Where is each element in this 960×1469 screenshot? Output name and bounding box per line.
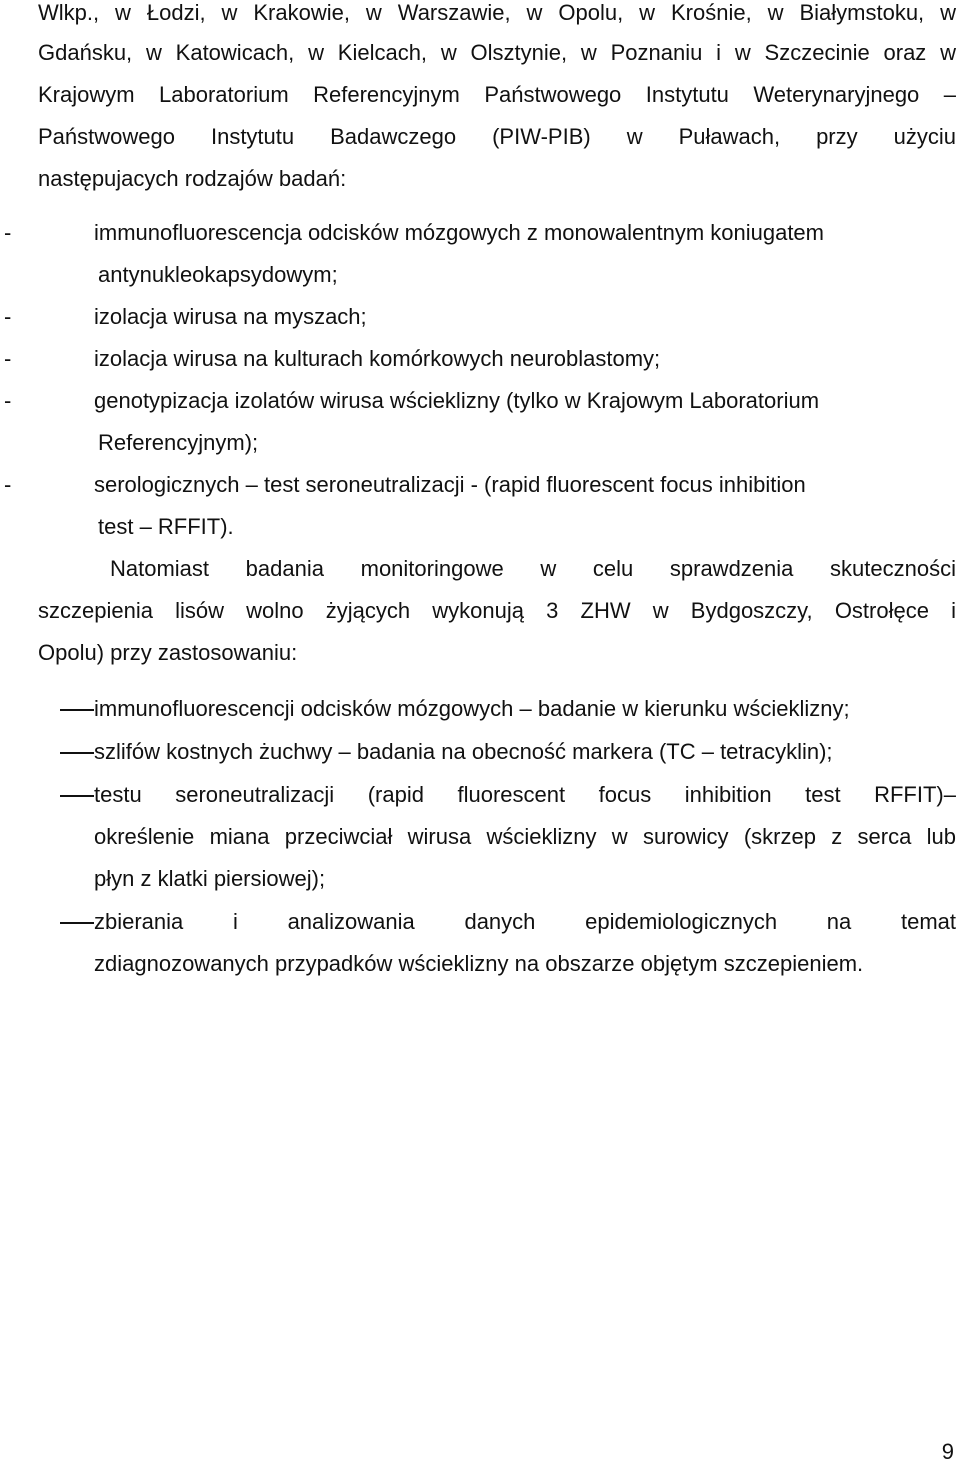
- list-item-line: genotypizacja izolatów wirusa wścieklizny (tylko w Krajowym Laboratorium: [94, 388, 820, 413]
- list-marker: -: [4, 388, 12, 413]
- paragraph-line: szczepienia lisów wolno żyjących wykonują 3 ZHW w Bydgoszczy, Ostrołęce i: [38, 598, 956, 623]
- dash-marker: [60, 752, 94, 754]
- intro-line: Państwowego Instytutu Badawczego (PIW-PIB) w Puławach, przy użyciu: [38, 124, 956, 149]
- list-item-line: szlifów kostnych żuchwy – badania na obecność markera (TC – tetracyklin);: [94, 739, 833, 764]
- list-item-line: określenie miana przeciwciał wirusa wścieklizny w surowicy (skrzep z serca lub: [94, 824, 956, 849]
- list-item-line: Referencyjnym);: [98, 430, 259, 455]
- list-marker: -: [4, 346, 12, 371]
- dash-marker: [60, 795, 94, 797]
- list-item-line: zdiagnozowanych przypadków wścieklizny na obszarze objętym szczepieniem.: [94, 951, 864, 976]
- page-number: 9: [941, 1439, 954, 1464]
- dash-marker: [60, 922, 94, 924]
- list-marker: -: [4, 304, 12, 329]
- paragraph-line: Natomiast badania monitoringowe w celu sprawdzenia skuteczności: [110, 556, 956, 581]
- intro-line: Wlkp., w Łodzi, w Krakowie, w Warszawie, w Opolu, w Krośnie, w Białymstoku, w: [38, 0, 956, 25]
- list-item-line: izolacja wirusa na kulturach komórkowych neuroblastomy;: [94, 346, 661, 371]
- list-marker: -: [4, 220, 12, 245]
- dash-marker: [60, 709, 94, 711]
- list-item-line: test – RFFIT).: [98, 514, 234, 539]
- intro-line: Krajowym Laboratorium Referencyjnym Państwowego Instytutu Weterynaryjnego –: [38, 82, 956, 107]
- list-item-line: testu seroneutralizacji (rapid fluorescent focus inhibition test RFFIT)–: [94, 782, 956, 807]
- list-item-line: immunofluorescencja odcisków mózgowych z monowalentnym koniugatem: [94, 220, 824, 245]
- intro-line: Gdańsku, w Katowicach, w Kielcach, w Olsztynie, w Poznaniu i w Szczecinie oraz w: [38, 40, 956, 65]
- list-item-line: serologicznych – test seroneutralizacji - (rapid fluorescent focus inhibition: [94, 472, 806, 497]
- paragraph-line: Opolu) przy zastosowaniu:: [38, 640, 298, 665]
- list-item-line: antynukleokapsydowym;: [98, 262, 338, 287]
- intro-line: następujacych rodzajów badań:: [38, 166, 347, 191]
- list-item-line: izolacja wirusa na myszach;: [94, 304, 367, 329]
- list-item-line: zbierania i analizowania danych epidemiologicznych na temat: [94, 909, 956, 934]
- list-item-line: płyn z klatki piersiowej);: [94, 866, 326, 891]
- list-marker: -: [4, 472, 12, 497]
- list-item-line: immunofluorescencji odcisków mózgowych – badanie w kierunku wścieklizny;: [94, 696, 850, 721]
